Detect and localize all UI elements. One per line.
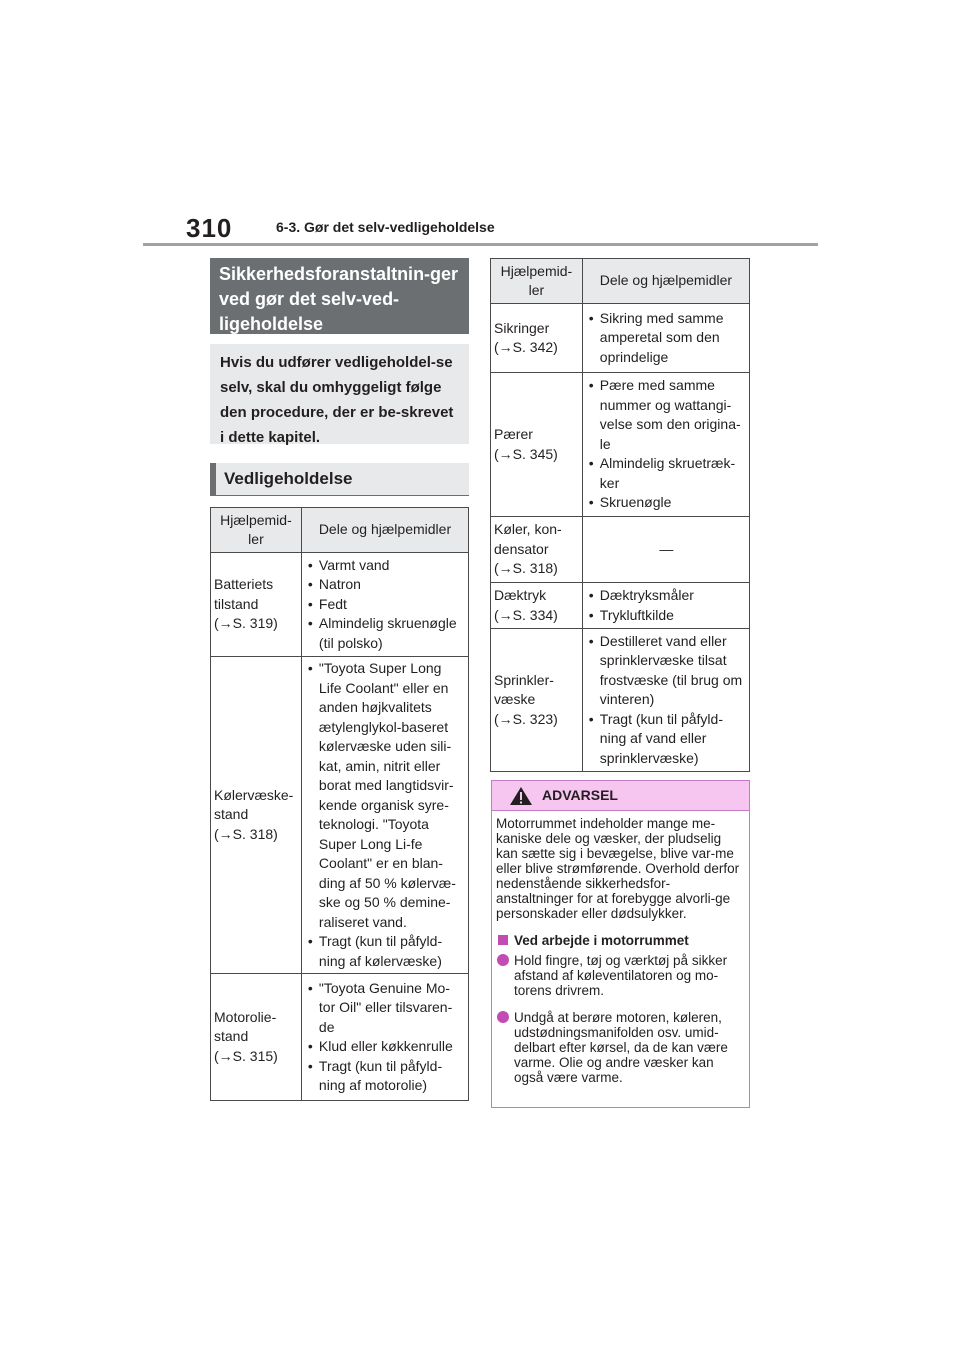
warning-triangle-icon <box>509 786 533 806</box>
table-header-row <box>491 259 750 304</box>
tool-cell: Sprinkler- væske (→S. 323) <box>491 629 583 772</box>
intro-text: Hvis du udfører vedligeholdel-se selv, skal du omhyggeligt følge den procedure, der er be-skrevet i dette kapitel. <box>210 344 469 444</box>
warning-subheading: Ved arbejde i motorrummet <box>496 933 744 948</box>
list-item: • Tragt (kun til påfyld-ning af motorolie) <box>306 1057 465 1096</box>
table-row <box>211 974 469 1101</box>
table-row <box>491 373 750 517</box>
warning-item: Undgå at berøre motoren, køleren, udstødningsmanifolden osv. umid-delbart efter kørsel, da de kan være varme. Olie og andre væsker kan også være varme. <box>496 1010 744 1085</box>
round-bullet-icon <box>497 1011 509 1023</box>
table-header-row <box>211 508 469 553</box>
list-item: • Trykluftkilde <box>587 606 746 626</box>
list-item: • Tragt (kun til påfyld-ning af kølervæske) <box>306 932 465 971</box>
list-item: • Skruenøgle <box>587 493 746 513</box>
section-heading: Sikkerhedsforanstaltnin-ger ved gør det selv-ved-ligeholdelse <box>210 258 469 334</box>
warning-intro: Motorrummet indeholder mange me-kaniske dele og væsker, der pludselig kan sætte sig i bevægelse, blive var-me eller blive strømførende. Overhold derfor nedenstående sikkerhedsfor-anstaltninger for at forebygge alvorli-ge personskader eller dødsulykker. <box>496 816 740 921</box>
table-row <box>491 583 750 629</box>
parts-cell <box>301 553 468 657</box>
list-item: • "Toyota Genuine Mo-tor Oil" eller tilsvaren-de <box>306 979 465 1038</box>
list-item: • Varmt vand <box>306 556 465 576</box>
list-item: • Destilleret vand eller sprinklervæske tilsat frostvæske (til brug om vinteren) <box>587 632 746 710</box>
list-item: • "Toyota Super Long Life Coolant" eller en anden højkvalitets ætylenglykol-baseret kølervæske uden sili-kat, amin, nitrit eller borat med langtidsvir-kende organisk syre-teknologi. "Toyota Super Long Li-fe Coolant" er en blan-ding af 50 % kølervæ-ske og 50 % demine-raliseret vand. <box>306 659 465 932</box>
tool-cell: Kølervæske- stand (→S. 318) <box>211 657 302 974</box>
tool-cell: Sikringer (→S. 342) <box>491 304 583 373</box>
parts-cell <box>301 657 468 974</box>
table-row <box>491 304 750 373</box>
table-row <box>211 553 469 657</box>
list-item: • Natron <box>306 575 465 595</box>
list-item: • Almindelig skruetræk-ker <box>587 454 746 493</box>
column-header-tools: Hjælpemid-ler <box>491 259 583 304</box>
tool-cell: Køler, kon- densator (→S. 318) <box>491 517 583 583</box>
maintenance-table-left <box>210 507 469 1101</box>
tool-cell: Pærer (→S. 345) <box>491 373 583 517</box>
parts-cell-empty: — <box>582 517 749 583</box>
table-row <box>491 517 750 583</box>
square-bullet-icon <box>498 935 508 945</box>
parts-cell <box>582 304 749 373</box>
list-item: • Fedt <box>306 595 465 615</box>
tool-cell: Dæktryk (→S. 334) <box>491 583 583 629</box>
header-divider <box>143 243 818 246</box>
list-item: • Tragt (kun til påfyld-ning af vand eller sprinklervæske) <box>587 710 746 769</box>
warning-header <box>492 781 749 811</box>
table-row <box>491 629 750 772</box>
list-item: • Dæktryksmåler <box>587 586 746 606</box>
warning-title: ADVARSEL <box>542 787 618 803</box>
subsection-heading: Vedligeholdelse <box>210 463 469 496</box>
list-item: • Pære med samme nummer og wattangi-velse som den origina-le <box>587 376 746 454</box>
warning-box <box>491 780 750 1108</box>
table-row <box>211 657 469 974</box>
page-number: 310 <box>186 213 233 243</box>
warning-item: Hold fingre, tøj og værktøj på sikker afstand af køleventilatoren og mo-torens drivrem. <box>496 953 744 998</box>
parts-cell <box>582 373 749 517</box>
column-header-parts: Dele og hjælpemidler <box>582 259 749 304</box>
list-item: • Almindelig skruenøgle (til polsko) <box>306 614 465 653</box>
parts-cell <box>582 629 749 772</box>
chapter-title: 6-3. Gør det selv-vedligeholdelse <box>276 219 495 235</box>
tool-cell: Motorolie- stand (→S. 315) <box>211 974 302 1101</box>
parts-cell <box>301 974 468 1101</box>
list-item: • Sikring med samme amperetal som den oprindelige <box>587 309 746 368</box>
list-item: • Klud eller køkkenrulle <box>306 1037 465 1057</box>
column-header-tools: Hjælpemid-ler <box>211 508 302 553</box>
tool-cell: Batteriets tilstand (→S. 319) <box>211 553 302 657</box>
round-bullet-icon <box>497 954 509 966</box>
parts-cell <box>582 583 749 629</box>
column-header-parts: Dele og hjælpemidler <box>301 508 468 553</box>
maintenance-table-right <box>490 258 750 772</box>
